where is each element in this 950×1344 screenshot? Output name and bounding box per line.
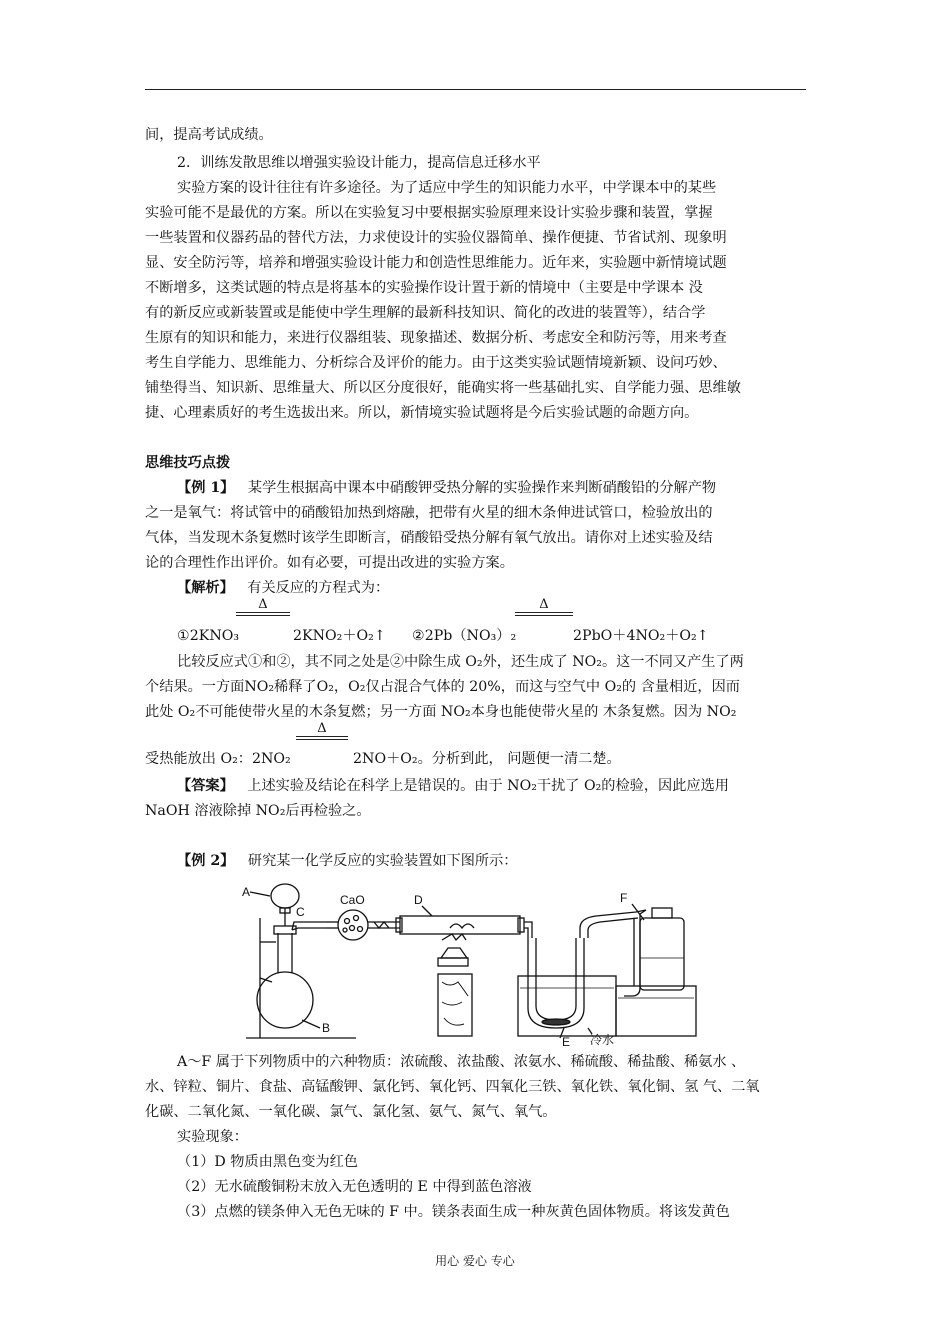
drying-tube: [338, 910, 368, 940]
materials-line: A～F 属于下列物质中的六种物质：浓硫酸、浓盐酸、浓氨水、稀硫酸、稀盐酸、稀氨水 、: [177, 1054, 746, 1070]
materials-line: 水、锌粒、铜片、食盐、高锰酸钾、氯化钙、氧化钙、四氧化三铁、氧化铁、氧化铜、氢 气、二氧: [145, 1079, 760, 1095]
para-line: 生原有的知识和能力，来进行仪器组装、现象描述、数据分析、考虑安全和防污等，用来考查: [145, 330, 727, 346]
answer-line: 上述实验及结论在科学上是错误的。由于 NO₂干扰了 O₂的检验，因此应选用: [247, 778, 729, 794]
example-2-intro: 研究某一化学反应的实验装置如下图所示：: [247, 853, 518, 869]
phenomenon-item: （3）点燃的镁条伸入无色无味的 F 中。镁条表面生成一种灰黄色固体物质。将该发黄色: [177, 1204, 730, 1220]
phenomena-title: 实验现象：: [177, 1129, 248, 1145]
burner: [441, 948, 467, 958]
para-line: 实验方案的设计往往有许多途径。为了适应中学生的知识能力水平，中学课本中的某些: [177, 180, 717, 196]
gas-bottle-f: [640, 918, 684, 990]
label-e: E: [562, 1035, 571, 1046]
answer-line: NaOH 溶液除掉 NO₂后再检验之。: [145, 803, 371, 819]
analysis-intro: 有关反应的方程式为：: [247, 580, 390, 596]
equation-3-prefix: 受热能放出 O₂：2NO₂: [145, 751, 291, 767]
flame: [442, 934, 466, 940]
label-b: B: [322, 1021, 331, 1035]
apparatus-diagram: [236, 878, 706, 1046]
label-f: F: [620, 891, 628, 905]
label-d: D: [414, 893, 423, 907]
equation-1-left: ①2KNO₃: [177, 628, 240, 644]
equation-1-right: 2KNO₂＋O₂↑: [293, 628, 386, 644]
tips-heading: 思维技巧点拨: [145, 455, 231, 471]
equation-2-right: 2PbO＋4NO₂＋O₂↑: [573, 628, 709, 644]
funnel-a: [271, 884, 299, 908]
example-1-line: 某学生根据高中课本中硝酸钾受热分解的实验操作来判断硝酸铅的分解产物: [247, 480, 717, 496]
label-cold-water: 冷水: [590, 1033, 615, 1046]
example-1-line: 论的合理性作出评价。如有必要，可提出改进的实验方案。: [145, 555, 514, 571]
para-line: 不断增多，这类试题的特点是将基本的实验操作设计置于新的情境中（主要是中学课本 没: [145, 280, 703, 296]
phenomenon-item: （2）无水硫酸铜粉末放入无色透明的 E 中得到蓝色溶液: [177, 1179, 532, 1195]
answer-tag: 【答案】: [177, 778, 234, 794]
phenomenon-item: （1）D 物质由黑色变为红色: [177, 1154, 358, 1170]
para-line: 考生自学能力、思维能力、分析综合及评价的能力。由于这类实验试题情境新颖、设问巧妙、: [145, 355, 727, 371]
equation-2-left: ②2Pb（NO₃）₂: [412, 628, 517, 644]
para-line: 实验可能不是最优的方案。所以在实验复习中要根据实验原理来设计实验步骤和装置，掌握: [145, 205, 713, 221]
para-line: 捷、心理素质好的考生选拔出来。所以，新情境实验试题将是今后实验试题的命题方向。: [145, 405, 699, 421]
materials-line: 化碳、二氧化氮、一氧化碳、氯气、氯化氢、氨气、氮气、氧气。: [145, 1104, 557, 1120]
label-cao: CaO: [340, 893, 365, 907]
para-line: 一些装置和仪器药品的替代方法，力求使设计的实验仪器简单、操作便捷、节省试剂、现象明: [145, 230, 727, 246]
example-2-tag: 【例 2】: [177, 853, 235, 869]
tube-c: [292, 922, 326, 930]
header-rule: [145, 89, 806, 90]
heating-condition: Δ: [236, 598, 290, 616]
section-heading: 2．训练发散思维以增强实验设计能力，提高信息迁移水平: [177, 155, 541, 171]
example-1-tag: 【例 1】: [177, 480, 235, 496]
continuation-text: 间，提高考试成绩。: [145, 127, 273, 143]
water-trough: [616, 986, 696, 1036]
para-line: 显、安全防污等，培养和增强实验设计能力和创造性思维能力。近年来，实验题中新情境试题: [145, 255, 727, 271]
page-footer: 用心 爱心 专心: [435, 1254, 515, 1268]
label-c: C: [296, 905, 305, 919]
analysis-line: 个结果。一方面NO₂稀释了O₂，O₂仅占混合气体的 20%，而这与空气中 O₂的 含量相近，因而: [145, 679, 740, 695]
analysis-tag: 【解析】: [177, 580, 234, 596]
heating-condition: Δ: [296, 722, 348, 740]
example-1-line: 气体，当发现木条复燃时该学生即断言，硝酸铅受热分解有氧气放出。请你对上述实验及结: [145, 530, 713, 546]
example-2-heading: [177, 851, 517, 871]
equation-3-suffix: 2NO＋O₂。分析到此， 问题便一清二楚。: [353, 751, 621, 767]
example-1-line: 之一是氧气：将试管中的硝酸铅加热到熔融，把带有火星的细木条伸进试管口，检验放出的: [145, 505, 713, 521]
para-line: 有的新反应或新装置或是能使中学生理解的最新科技知识、简化的改进的装置等），结合学: [145, 305, 706, 321]
para-line: 铺垫得当、知识新、思维量大、所以区分度很好，能确实将一些基础扎实、自学能力强、思维敏: [145, 380, 741, 396]
label-a: A: [242, 885, 251, 899]
analysis-line: 此处 O₂不可能使带火星的木条复燃；另一方面 NO₂本身也能使带火星的 木条复燃。因为 NO₂: [145, 704, 737, 720]
analysis-line: 比较反应式①和②，其不同之处是②中除生成 O₂外，还生成了 NO₂。这一不同又产生了两: [177, 654, 744, 670]
heating-condition: Δ: [515, 598, 573, 616]
